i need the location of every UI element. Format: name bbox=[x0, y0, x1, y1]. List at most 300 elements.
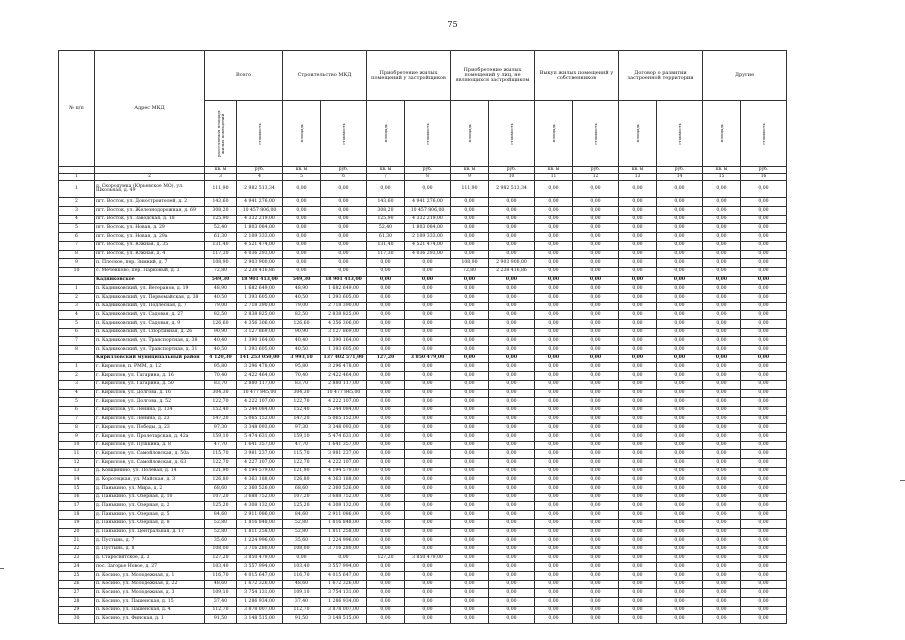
value-cell: 0,00 bbox=[405, 311, 451, 320]
value-cell: 0,00 bbox=[367, 389, 405, 398]
value-cell: 40,50 bbox=[283, 293, 321, 302]
row-number: 2 bbox=[59, 372, 95, 381]
value-cell: 2 880 117,00 bbox=[321, 380, 367, 389]
value-cell: 0,00 bbox=[367, 285, 405, 294]
value-cell: 0,00 bbox=[367, 467, 405, 476]
table-row bbox=[59, 537, 787, 546]
value-cell: 0,00 bbox=[573, 241, 619, 250]
value-cell: 3 754 131,00 bbox=[321, 589, 367, 598]
row-number: 7 bbox=[59, 241, 95, 250]
value-cell: 0,00 bbox=[619, 398, 657, 407]
header-subcolumn-label: площадь bbox=[634, 124, 640, 143]
value-cell: 0,00 bbox=[657, 389, 703, 398]
value-cell: 0,00 bbox=[741, 502, 787, 511]
value-cell: 0,00 bbox=[573, 224, 619, 233]
value-cell: 0,00 bbox=[741, 354, 787, 363]
value-cell: 0,00 bbox=[489, 537, 535, 546]
value-cell: 0,00 bbox=[405, 493, 451, 502]
value-cell: 0,00 bbox=[451, 580, 489, 589]
value-cell: 0,00 bbox=[573, 181, 619, 198]
value-cell: 0,00 bbox=[619, 615, 657, 624]
value-cell: 0,00 bbox=[703, 615, 741, 624]
value-cell: 0,00 bbox=[619, 198, 657, 207]
value-cell: 0,00 bbox=[283, 259, 321, 268]
value-cell: 122,70 bbox=[283, 459, 321, 468]
table-row bbox=[59, 589, 787, 598]
value-cell: 0,00 bbox=[741, 563, 787, 572]
row-number: 20 bbox=[59, 528, 95, 537]
value-cell: 0,00 bbox=[405, 424, 451, 433]
value-cell: 3 716 280,00 bbox=[321, 545, 367, 554]
header-group-non-developer-purchase: Приобретение жилых помещений у лиц, не являющихся застройщиком bbox=[451, 51, 535, 101]
value-cell: 0,00 bbox=[367, 181, 405, 198]
value-cell: 0,00 bbox=[405, 328, 451, 337]
row-address: п. Косино, ул. Молодежная, д. 3 bbox=[95, 589, 205, 598]
column-number-cell: 14 bbox=[657, 174, 703, 181]
value-cell: 2 982 513,34 bbox=[237, 181, 283, 198]
value-cell: 0,00 bbox=[573, 571, 619, 580]
value-cell: 0,00 bbox=[657, 398, 703, 407]
value-cell: 122,70 bbox=[205, 398, 237, 407]
value-cell: 0,00 bbox=[741, 441, 787, 450]
column-number-cell: 16 bbox=[741, 174, 787, 181]
value-cell: 0,00 bbox=[367, 589, 405, 598]
row-number: 24 bbox=[59, 563, 95, 572]
value-cell: 0,00 bbox=[573, 554, 619, 563]
row-address: п. Косино, ул. Финская, д. 1 bbox=[95, 615, 205, 624]
value-cell: 0,00 bbox=[489, 215, 535, 224]
value-cell: 0,00 bbox=[405, 320, 451, 329]
value-cell: 0,00 bbox=[573, 276, 619, 285]
value-cell: 0,00 bbox=[657, 432, 703, 441]
value-cell: 1 816 848,00 bbox=[237, 519, 283, 528]
value-cell: 0,00 bbox=[405, 580, 451, 589]
row-address: п. Косино, ул. Молодежная, д. 22 bbox=[95, 580, 205, 589]
column-number-cell: 13 bbox=[619, 174, 657, 181]
value-cell: 0,00 bbox=[405, 293, 451, 302]
value-cell: 0,00 bbox=[489, 224, 535, 233]
value-cell: 0,00 bbox=[451, 224, 489, 233]
row-address: п. Кадниковский, ул. Спортивная, д. 26 bbox=[95, 328, 205, 337]
value-cell: 0,00 bbox=[619, 267, 657, 276]
value-cell: 0,00 bbox=[451, 502, 489, 511]
value-cell: 0,00 bbox=[405, 450, 451, 459]
value-cell: 52,80 bbox=[205, 528, 237, 537]
value-cell: 0,00 bbox=[535, 346, 573, 355]
value-cell: 0,00 bbox=[451, 311, 489, 320]
column-number-cell: 12 bbox=[573, 174, 619, 181]
row-address: Кирилловский муниципальный район bbox=[95, 354, 205, 363]
value-cell: 40,40 bbox=[283, 337, 321, 346]
value-cell: 0,00 bbox=[573, 537, 619, 546]
value-cell: 0,00 bbox=[535, 198, 573, 207]
header-subcolumn bbox=[535, 101, 573, 167]
value-cell: 126,60 bbox=[283, 320, 321, 329]
row-address: г. Кириллов, ул. Гагарина, д. 50 bbox=[95, 380, 205, 389]
unit-cell bbox=[95, 167, 205, 174]
row-address: п. Кадниковский, ул. Первомайская, д. 38 bbox=[95, 293, 205, 302]
value-cell: 2 422 464,00 bbox=[321, 372, 367, 381]
value-cell: 10 477 845,00 bbox=[321, 389, 367, 398]
value-cell: 0,00 bbox=[741, 302, 787, 311]
row-address: г. Кириллов, ул. Ленина, д. 23 bbox=[95, 415, 205, 424]
value-cell: 0,00 bbox=[619, 528, 657, 537]
value-cell: 0,00 bbox=[741, 580, 787, 589]
value-cell: 0,00 bbox=[573, 459, 619, 468]
value-cell: 0,00 bbox=[703, 302, 741, 311]
value-cell: 0,00 bbox=[703, 580, 741, 589]
value-cell: 47,70 bbox=[283, 441, 321, 450]
value-cell: 0,00 bbox=[619, 233, 657, 242]
value-cell: 0,00 bbox=[619, 207, 657, 216]
row-number: 12 bbox=[59, 459, 95, 468]
value-cell: 4 332 219,00 bbox=[405, 215, 451, 224]
value-cell: 0,00 bbox=[703, 267, 741, 276]
row-address: г. Кириллов, ул. Гагарина, д. 16 bbox=[95, 372, 205, 381]
value-cell: 0,00 bbox=[367, 372, 405, 381]
value-cell: 0,00 bbox=[451, 380, 489, 389]
row-number: 19 bbox=[59, 519, 95, 528]
value-cell: 61,30 bbox=[367, 233, 405, 242]
value-cell: 125,90 bbox=[367, 215, 405, 224]
row-address: д. Пустынь, д. 8 bbox=[95, 545, 205, 554]
value-cell: 4 222 107,00 bbox=[321, 459, 367, 468]
value-cell: 0,00 bbox=[535, 311, 573, 320]
value-cell: 0,00 bbox=[741, 250, 787, 259]
value-cell: 0,00 bbox=[451, 459, 489, 468]
value-cell: 0,00 bbox=[741, 615, 787, 624]
value-cell: 0,00 bbox=[619, 589, 657, 598]
value-cell: 0,00 bbox=[535, 233, 573, 242]
value-cell: 79,00 bbox=[283, 302, 321, 311]
value-cell: 0,00 bbox=[573, 380, 619, 389]
table-row bbox=[59, 459, 787, 468]
value-cell: 126,80 bbox=[205, 476, 237, 485]
table-row bbox=[59, 389, 787, 398]
value-cell: 0,00 bbox=[535, 320, 573, 329]
value-cell: 2 109 333,00 bbox=[405, 233, 451, 242]
value-cell: 5 244 084,00 bbox=[321, 406, 367, 415]
column-number-cell: 10 bbox=[489, 174, 535, 181]
header-subcolumn-label: площадь bbox=[718, 124, 724, 143]
value-cell: 0,00 bbox=[703, 432, 741, 441]
value-cell: 0,00 bbox=[741, 233, 787, 242]
value-cell: 0,00 bbox=[535, 389, 573, 398]
value-cell: 0,00 bbox=[367, 519, 405, 528]
unit-cell: руб. bbox=[657, 167, 703, 174]
value-cell: 0,00 bbox=[657, 320, 703, 329]
value-cell: 3 148 515,00 bbox=[321, 615, 367, 624]
value-cell: 4 222 107,00 bbox=[321, 398, 367, 407]
table-row bbox=[59, 233, 787, 242]
value-cell: 47,70 bbox=[205, 441, 237, 450]
value-cell: 0,00 bbox=[321, 250, 367, 259]
value-cell: 0,00 bbox=[703, 519, 741, 528]
value-cell: 0,00 bbox=[741, 432, 787, 441]
table-row bbox=[59, 259, 787, 268]
value-cell: 0,00 bbox=[741, 537, 787, 546]
value-cell: 109,10 bbox=[205, 589, 237, 598]
value-cell: 3 557 994,00 bbox=[237, 563, 283, 572]
header-address: Адрес МКД bbox=[95, 51, 205, 167]
row-number: 4 bbox=[59, 215, 95, 224]
value-cell: 0,00 bbox=[405, 511, 451, 520]
value-cell: 0,00 bbox=[283, 207, 321, 216]
value-cell: 0,00 bbox=[703, 372, 741, 381]
value-cell: 0,00 bbox=[619, 432, 657, 441]
row-address: пгт. Восток, ул. Южная, д. 35 bbox=[95, 241, 205, 250]
value-cell: 0,00 bbox=[405, 545, 451, 554]
value-cell: 152,40 bbox=[283, 406, 321, 415]
value-cell: 0,00 bbox=[489, 580, 535, 589]
value-cell: 0,00 bbox=[619, 441, 657, 450]
value-cell: 79,00 bbox=[205, 302, 237, 311]
value-cell: 2 360 526,00 bbox=[237, 485, 283, 494]
value-cell: 0,00 bbox=[619, 493, 657, 502]
value-cell: 0,00 bbox=[489, 302, 535, 311]
value-cell: 0,00 bbox=[405, 485, 451, 494]
row-number: 3 bbox=[59, 207, 95, 216]
value-cell: 1 803 084,00 bbox=[237, 224, 283, 233]
value-cell: 0,00 bbox=[619, 285, 657, 294]
value-cell: 3 981 237,00 bbox=[321, 450, 367, 459]
value-cell: 0,00 bbox=[619, 302, 657, 311]
value-cell: 0,00 bbox=[619, 293, 657, 302]
header-subcolumn-label: стоимость bbox=[256, 122, 262, 145]
row-number: 6 bbox=[59, 233, 95, 242]
unit-cell: руб. bbox=[573, 167, 619, 174]
table-row bbox=[59, 302, 787, 311]
header-subcolumn bbox=[703, 101, 741, 167]
value-cell: 0,00 bbox=[367, 380, 405, 389]
value-cell: 18 901 413,00 bbox=[321, 276, 367, 285]
value-cell: 0,00 bbox=[573, 389, 619, 398]
value-cell: 0,00 bbox=[451, 354, 489, 363]
value-cell: 4 332 219,00 bbox=[237, 215, 283, 224]
value-cell: 126,80 bbox=[283, 476, 321, 485]
value-cell: 4 521 474,00 bbox=[237, 241, 283, 250]
value-cell: 2 238 416,86 bbox=[489, 267, 535, 276]
value-cell: 3 348 093,00 bbox=[321, 424, 367, 433]
value-cell: 0,00 bbox=[283, 241, 321, 250]
value-cell: 84,60 bbox=[205, 511, 237, 520]
value-cell: 0,00 bbox=[573, 485, 619, 494]
value-cell: 0,00 bbox=[535, 415, 573, 424]
value-cell: 0,00 bbox=[489, 328, 535, 337]
value-cell: 3 716 280,00 bbox=[237, 545, 283, 554]
value-cell: 0,00 bbox=[405, 276, 451, 285]
value-cell: 0,00 bbox=[573, 598, 619, 607]
value-cell: 0,00 bbox=[451, 337, 489, 346]
value-cell: 308,20 bbox=[367, 207, 405, 216]
value-cell: 0,00 bbox=[573, 293, 619, 302]
value-cell: 0,00 bbox=[451, 372, 489, 381]
row-number: 22 bbox=[59, 545, 95, 554]
value-cell: 0,00 bbox=[741, 389, 787, 398]
row-address: п. Плоское, пер. Зимний, д. 7 bbox=[95, 259, 205, 268]
table-row bbox=[59, 519, 787, 528]
value-cell: 137 402 571,00 bbox=[321, 354, 367, 363]
table-row bbox=[59, 571, 787, 580]
row-address: д. Старосвятское, д. 3 bbox=[95, 554, 205, 563]
value-cell: 0,00 bbox=[367, 363, 405, 372]
value-cell: 1 682 649,00 bbox=[237, 285, 283, 294]
value-cell: 0,00 bbox=[703, 511, 741, 520]
value-cell: 0,00 bbox=[573, 311, 619, 320]
value-cell: 0,00 bbox=[405, 346, 451, 355]
value-cell: 4 036 293,00 bbox=[237, 250, 283, 259]
value-cell: 0,00 bbox=[741, 181, 787, 198]
value-cell: 0,00 bbox=[741, 372, 787, 381]
row-number: 3 bbox=[59, 380, 95, 389]
row-address: с. Меченково, пер. Парковый, д. 3 bbox=[95, 267, 205, 276]
value-cell: 52,80 bbox=[283, 528, 321, 537]
value-cell: 0,00 bbox=[573, 606, 619, 615]
row-number: 18 bbox=[59, 511, 95, 520]
row-address: г. Кириллов, ул. Пушкина, д. 8 bbox=[95, 441, 205, 450]
header-subcolumn-label: стоимость bbox=[508, 122, 514, 145]
value-cell: 40,50 bbox=[205, 346, 237, 355]
header-group-developer-purchase: Приобретение жилых помещений у застройщиков bbox=[367, 51, 451, 101]
value-cell: 0,00 bbox=[489, 354, 535, 363]
column-number-cell: 1 bbox=[59, 174, 95, 181]
value-cell: 0,00 bbox=[657, 233, 703, 242]
value-cell: 0,00 bbox=[405, 380, 451, 389]
value-cell: 0,00 bbox=[451, 485, 489, 494]
value-cell: 4 356 306,00 bbox=[237, 320, 283, 329]
value-cell: 0,00 bbox=[451, 406, 489, 415]
value-cell: 5 065 152,00 bbox=[237, 415, 283, 424]
value-cell: 1 811 258,00 bbox=[237, 528, 283, 537]
row-address: д. Скородумка (Юрьевское МО), ул. Школьная, д. 49 bbox=[95, 181, 205, 198]
value-cell: 0,00 bbox=[405, 589, 451, 598]
row-number: 5 bbox=[59, 320, 95, 329]
value-cell: 0,00 bbox=[657, 241, 703, 250]
value-cell: 0,00 bbox=[405, 459, 451, 468]
value-cell: 0,00 bbox=[451, 241, 489, 250]
value-cell: 0,00 bbox=[657, 415, 703, 424]
value-cell: 0,00 bbox=[657, 346, 703, 355]
value-cell: 122,70 bbox=[205, 459, 237, 468]
row-address: д. Ковщинино, ул. Полевая, д. 14 bbox=[95, 467, 205, 476]
value-cell: 0,00 bbox=[535, 398, 573, 407]
row-number: 8 bbox=[59, 250, 95, 259]
value-cell: 1 641 357,00 bbox=[321, 441, 367, 450]
value-cell: 0,00 bbox=[619, 241, 657, 250]
table-row bbox=[59, 476, 787, 485]
value-cell: 0,00 bbox=[535, 215, 573, 224]
table-row bbox=[59, 563, 787, 572]
value-cell: 0,00 bbox=[321, 181, 367, 198]
value-cell: 0,00 bbox=[451, 398, 489, 407]
row-number: 4 bbox=[59, 389, 95, 398]
header-subcolumn-label: расселяемая площадь жилых помещений bbox=[215, 110, 225, 157]
value-cell: 0,00 bbox=[573, 589, 619, 598]
table-row bbox=[59, 450, 787, 459]
value-cell: 0,00 bbox=[619, 320, 657, 329]
value-cell: 0,00 bbox=[405, 563, 451, 572]
value-cell: 0,00 bbox=[703, 441, 741, 450]
table-row bbox=[59, 615, 787, 624]
value-cell: 126,60 bbox=[205, 320, 237, 329]
value-cell: 0,00 bbox=[573, 346, 619, 355]
value-cell: 40,40 bbox=[205, 337, 237, 346]
row-address: пгт. Восток, ул. Новая, д. 29 bbox=[95, 224, 205, 233]
value-cell: 0,00 bbox=[657, 311, 703, 320]
column-number-cell: 7 bbox=[367, 174, 405, 181]
value-cell: 2 360 526,00 bbox=[321, 485, 367, 494]
value-cell: 308,20 bbox=[205, 207, 237, 216]
resettlement-table bbox=[58, 50, 787, 624]
value-cell: 10 477 845,00 bbox=[237, 389, 283, 398]
value-cell: 0,00 bbox=[283, 250, 321, 259]
value-cell: 0,00 bbox=[367, 511, 405, 520]
value-cell: 122,70 bbox=[283, 398, 321, 407]
value-cell: 0,00 bbox=[619, 415, 657, 424]
value-cell: 2 911 086,00 bbox=[237, 511, 283, 520]
value-cell: 3 148 515,00 bbox=[237, 615, 283, 624]
value-cell: 0,00 bbox=[703, 181, 741, 198]
value-cell: 0,00 bbox=[741, 459, 787, 468]
value-cell: 1 816 848,00 bbox=[321, 519, 367, 528]
value-cell: 147,20 bbox=[283, 415, 321, 424]
value-cell: 0,00 bbox=[489, 502, 535, 511]
value-cell: 3 348 093,00 bbox=[237, 424, 283, 433]
table-row bbox=[59, 598, 787, 607]
value-cell: 72,80 bbox=[451, 267, 489, 276]
value-cell: 0,00 bbox=[535, 432, 573, 441]
row-number: 9 bbox=[59, 432, 95, 441]
value-cell: 2 903 900,00 bbox=[237, 259, 283, 268]
row-number: 16 bbox=[59, 493, 95, 502]
row-number: 17 bbox=[59, 502, 95, 511]
value-cell: 0,00 bbox=[321, 233, 367, 242]
value-cell: 4 363 188,00 bbox=[321, 476, 367, 485]
value-cell: 0,00 bbox=[619, 354, 657, 363]
value-cell: 0,00 bbox=[489, 589, 535, 598]
value-cell: 4 015 647,00 bbox=[237, 571, 283, 580]
table-row bbox=[59, 293, 787, 302]
value-cell: 2 718 390,00 bbox=[321, 302, 367, 311]
value-cell: 0,00 bbox=[405, 398, 451, 407]
value-cell: 0,00 bbox=[283, 233, 321, 242]
header-subcolumn-label: площадь bbox=[382, 124, 388, 143]
value-cell: 0,00 bbox=[657, 606, 703, 615]
value-cell: 0,00 bbox=[367, 276, 405, 285]
value-cell: 0,00 bbox=[489, 528, 535, 537]
value-cell: 0,00 bbox=[367, 537, 405, 546]
value-cell: 0,00 bbox=[367, 476, 405, 485]
value-cell: 4 036 293,00 bbox=[405, 250, 451, 259]
value-cell: 0,00 bbox=[367, 346, 405, 355]
value-cell: 0,00 bbox=[573, 476, 619, 485]
value-cell: 0,00 bbox=[619, 563, 657, 572]
value-cell: 37,40 bbox=[283, 598, 321, 607]
value-cell: 111,90 bbox=[451, 181, 489, 198]
value-cell: 131,40 bbox=[367, 241, 405, 250]
value-cell: 0,00 bbox=[451, 285, 489, 294]
value-cell: 0,00 bbox=[703, 485, 741, 494]
value-cell: 82,50 bbox=[205, 311, 237, 320]
value-cell: 1 672 326,00 bbox=[237, 580, 283, 589]
table-row bbox=[59, 372, 787, 381]
value-cell: 0,00 bbox=[657, 467, 703, 476]
value-cell: 0,00 bbox=[741, 554, 787, 563]
value-cell: 35,60 bbox=[205, 537, 237, 546]
value-cell: 0,00 bbox=[703, 406, 741, 415]
value-cell: 0,00 bbox=[283, 267, 321, 276]
value-cell: 0,00 bbox=[657, 363, 703, 372]
